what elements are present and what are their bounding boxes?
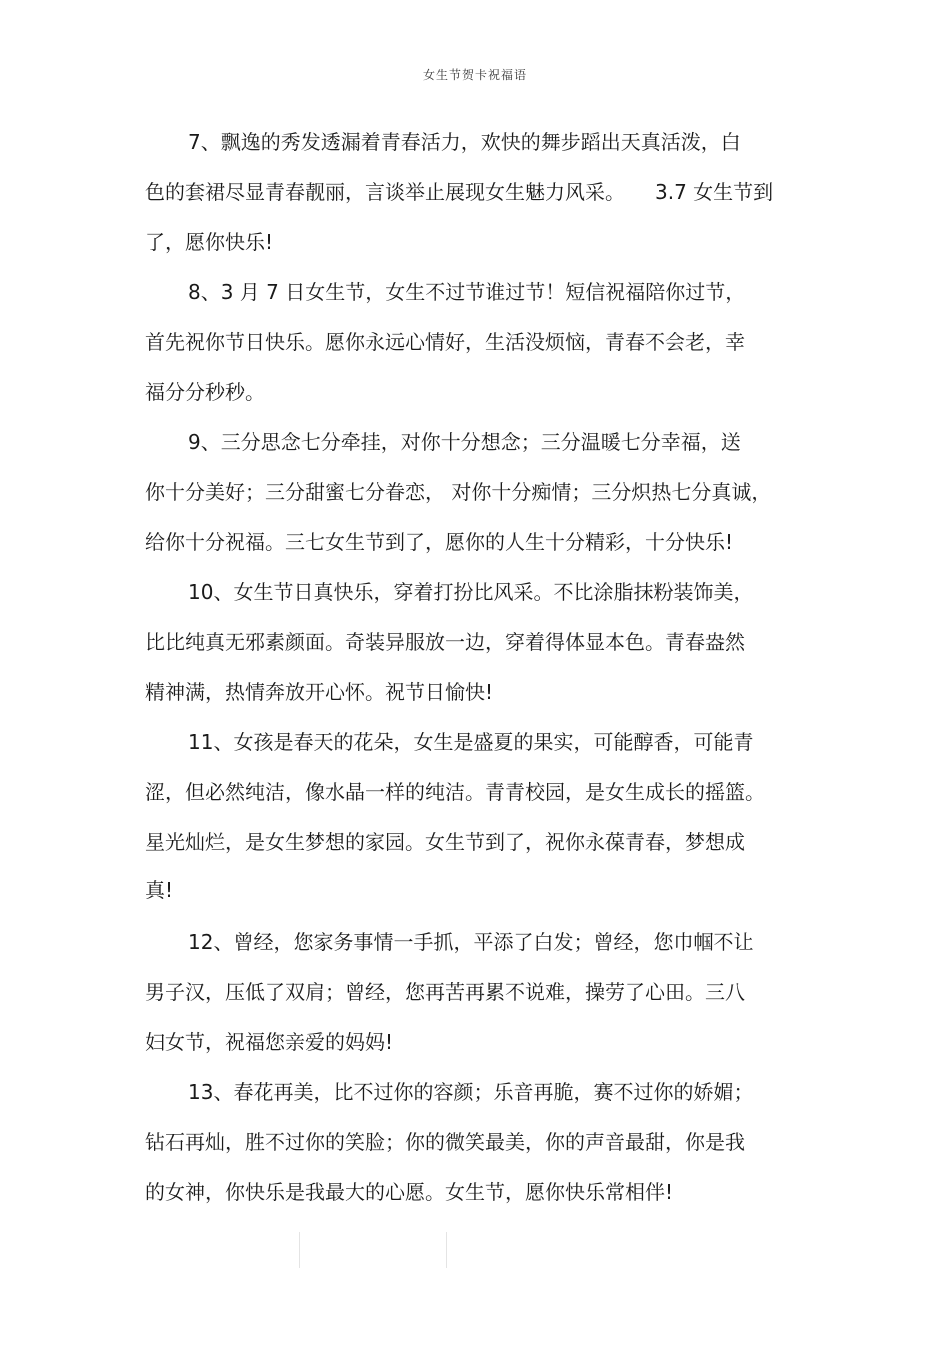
footer-divider-left — [299, 1232, 300, 1268]
paragraph-12-line-1: 12、曾经，您家务事情一手抓，平添了白发；曾经，您巾帼不让 — [188, 930, 754, 954]
paragraph-12-line-2: 男子汉，压低了双肩；曾经，您再苦再累不说难，操劳了心田。三八 — [145, 980, 745, 1004]
paragraph-8-line-3: 福分分秒秒。 — [145, 380, 265, 404]
paragraph-9-line-3: 给你十分祝福。三七女生节到了，愿你的人生十分精彩，十分快乐! — [145, 530, 734, 554]
paragraph-13-line-1: 13、春花再美，比不过你的容颜；乐音再脆，赛不过你的娇媚； — [188, 1080, 754, 1104]
paragraph-7-line-1: 7、飘逸的秀发透漏着青春活力，欢快的舞步蹈出天真活泼，白 — [188, 130, 741, 154]
paragraph-10-line-1: 10、女生节日真快乐，穿着打扮比风采。不比涂脂抹粉装饰美， — [188, 580, 754, 604]
paragraph-13-line-2: 钻石再灿，胜不过你的笑脸；你的微笑最美，你的声音最甜，你是我 — [145, 1130, 745, 1154]
paragraph-11-line-2: 涩，但必然纯洁，像水晶一样的纯洁。青青校园，是女生成长的摇篮。 — [145, 780, 765, 804]
paragraph-11-line-4: 真! — [145, 878, 174, 902]
paragraph-13-line-3: 的女神，你快乐是我最大的心愿。女生节，愿你快乐常相伴! — [145, 1180, 674, 1204]
footer-divider-right — [446, 1232, 447, 1268]
paragraph-11-line-3: 星光灿烂，是女生梦想的家园。女生节到了，祝你永葆青春，梦想成 — [145, 830, 745, 854]
paragraph-10-line-3: 精神满，热情奔放开心怀。祝节日愉快! — [145, 680, 494, 704]
paragraph-8-line-2: 首先祝你节日快乐。愿你永远心情好，生活没烦恼，青春不会老，幸 — [145, 330, 745, 354]
paragraph-8-line-1: 8、3 月 7 日女生节，女生不过节谁过节！短信祝福陪你过节， — [188, 280, 746, 304]
page-header-title: 女生节贺卡祝福语 — [422, 68, 527, 82]
paragraph-11-line-1: 11、女孩是春天的花朵，女生是盛夏的果实，可能醇香，可能青 — [188, 730, 754, 754]
paragraph-7-line-2: 色的套裙尽显青春靓丽，言谈举止展现女生魅力风采。 3.7 女生节到 — [145, 180, 774, 204]
paragraph-7-line-3: 了，愿你快乐! — [145, 230, 274, 254]
paragraph-9-line-1: 9、三分思念七分牵挂，对你十分想念；三分温暖七分幸福，送 — [188, 430, 741, 454]
paragraph-9-line-2: 你十分美好；三分甜蜜七分眷恋， 对你十分痴情；三分炽热七分真诚， — [145, 480, 772, 504]
paragraph-12-line-3: 妇女节，祝福您亲爱的妈妈! — [145, 1030, 394, 1054]
paragraph-10-line-2: 比比纯真无邪素颜面。奇装异服放一边，穿着得体显本色。青春盎然 — [145, 630, 745, 654]
